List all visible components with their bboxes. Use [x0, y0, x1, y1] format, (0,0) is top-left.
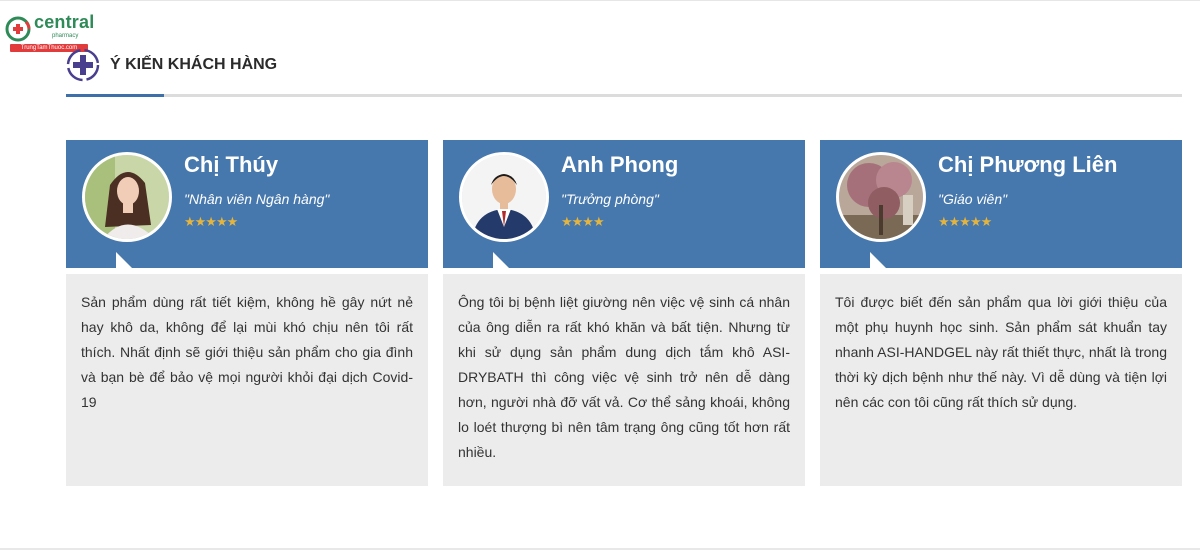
logo-url: TrungTamThuoc.com [10, 44, 88, 52]
customer-name: Chị Phương Liên [938, 152, 1118, 177]
medical-cross-icon [66, 48, 100, 82]
customer-role: "Giáo viên" [938, 191, 1008, 207]
logo-subtitle: pharmacy [52, 33, 79, 39]
woman-portrait-image [85, 155, 169, 239]
testimonial-header [820, 140, 1182, 268]
star-rating: ★★★★★ [938, 214, 992, 229]
customer-name: Anh Phong [561, 152, 679, 177]
section-title: Ý KIẾN KHÁCH HÀNG [110, 56, 278, 73]
testimonial-body [820, 274, 1182, 486]
testimonial-body [443, 274, 805, 486]
star-rating: ★★★★ [561, 214, 604, 229]
testimonial-body [66, 274, 428, 486]
avatar [459, 152, 549, 242]
pharmacy-logo-icon [4, 14, 34, 44]
speech-notch [116, 252, 132, 268]
testimonial-header [66, 140, 428, 268]
star-rating: ★★★★★ [184, 214, 238, 229]
top-divider [0, 0, 1200, 1]
testimonial-quote: Sản phẩm dùng rất tiết kiệm, không hề gây nứt nẻ hay khô da, không để lại mùi khó chịu nên tôi rất thích. Nhất định sẽ giới thiệu sản phẩm cho gia đình và bạn bè để bảo vệ mọi người khỏi đại dịch Covid-19 [81, 294, 413, 410]
man-in-suit-portrait-image [462, 155, 546, 239]
speech-notch [493, 252, 509, 268]
customer-name: Chị Thúy [184, 152, 279, 177]
testimonial-card [820, 140, 1182, 486]
testimonial-card [443, 140, 805, 486]
customer-role: "Trưởng phòng" [561, 191, 659, 207]
avatar [82, 152, 172, 242]
testimonial-card [66, 140, 428, 486]
testimonial-quote: Tôi được biết đến sản phẩm qua lời giới thiệu của một phụ huynh học sinh. Sản phẩm sát khuẩn tay nhanh ASI-HANDGEL này rất thiết thực, nhất là trong thời kỳ dịch bệnh như thế này. Vì dễ dùng và tiện lợi nên các con tôi cũng rất thích sử dụng. [835, 294, 1167, 410]
speech-notch [870, 252, 886, 268]
testimonial-header [443, 140, 805, 268]
logo-name: central [34, 12, 95, 32]
customer-role: "Nhân viên Ngân hàng" [184, 191, 330, 207]
avatar [836, 152, 926, 242]
blossom-tree-photo-image [839, 155, 923, 239]
section-divider-accent [66, 94, 164, 97]
testimonial-quote: Ông tôi bị bệnh liệt giường nên việc vệ sinh cá nhân của ông diễn ra rất khó khăn và bất tiện. Nhưng từ khi sử dụng sản phẩm dung dịch tắm khô ASI-DRYBATH thì công việc vệ sinh trở nên dễ dàng hơn, người nhà đỡ vất vả. Cơ thể sảng khoái, không lo loét thượng bì nên tâm trạng ông cũng tốt hơn rất nhiều. [458, 294, 790, 460]
section-divider [66, 94, 1182, 97]
